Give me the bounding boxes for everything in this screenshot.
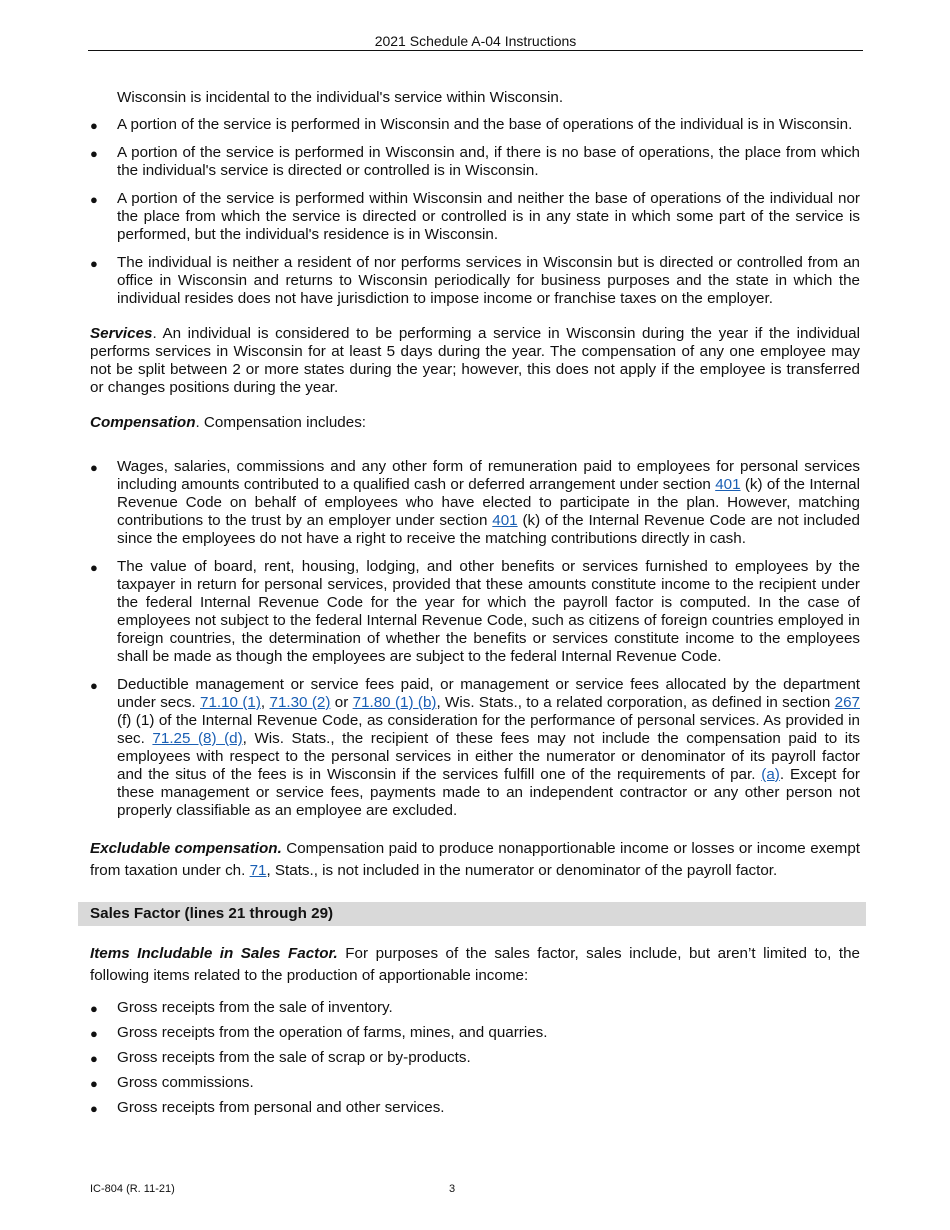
- list-item: [90, 116, 860, 134]
- list-item: [90, 558, 860, 666]
- bullet-icon: ●: [90, 118, 98, 133]
- list-item: [90, 1049, 860, 1067]
- excludable-paragraph: [90, 838, 860, 882]
- text-run: (f) (1) of the Internal Revenue Code, as consideration for the performance of personal services. As provided in sec.: [117, 712, 860, 747]
- services-text: . An individual is considered to be performing a service in Wisconsin during the year if the individual performs services in Wisconsin for at least 5 days during the year. The compensation of any one employee may not be split between 2 or more states during the year; however, this does not apply if the employee is transferred or changes positions during the year.: [90, 325, 860, 396]
- sales-items-list: [90, 999, 860, 1117]
- section-title: Sales Factor (lines 21 through 29): [90, 905, 334, 922]
- situs-conditions-list: [90, 116, 860, 308]
- list-item-text: Gross commissions.: [117, 1074, 254, 1091]
- text-run: . Except for these management or service fees, payments made to an independent contractor or any other person not properly classifiable as an employee are excluded.: [117, 766, 860, 819]
- header-title: 2021 Schedule A-04 Instructions: [374, 33, 577, 49]
- list-item-text: A portion of the service is performed in Wisconsin and the base of operations of the individual is in Wisconsin.: [117, 116, 853, 133]
- text-run: , Stats., is not included in the numerator or denominator of the payroll factor.: [266, 862, 778, 879]
- text-run: , Wis. Stats., the recipient of these fees may not include the compensation paid to its employees with respect to the personal services in either the numerator or denominator of its payroll factor and the situs of the fees is in Wisconsin if the services fulfill one of the requirements of par.: [117, 730, 860, 783]
- list-item-text: Gross receipts from the sale of scrap or by-products.: [117, 1049, 471, 1066]
- list-item-text: Gross receipts from the operation of farms, mines, and quarries.: [117, 1024, 548, 1041]
- bullet-icon: ●: [90, 146, 98, 161]
- list-item: [90, 999, 860, 1017]
- document-body: [90, 89, 860, 1117]
- compensation-heading: Compensation: [90, 414, 196, 431]
- bullet-icon: ●: [90, 1076, 98, 1091]
- services-paragraph: [90, 325, 860, 397]
- section-267-link[interactable]: 267: [834, 694, 860, 711]
- list-item-text: Gross receipts from personal and other services.: [117, 1099, 445, 1116]
- bullet-icon: ●: [90, 1001, 98, 1016]
- statute-link-71-30[interactable]: 71.30 (2): [269, 694, 331, 711]
- list-item-text: A portion of the service is performed in Wisconsin and, if there is no base of operations, the place from which the individual's service is directed or controlled is in Wisconsin.: [117, 144, 860, 179]
- bullet-icon: ●: [90, 560, 98, 575]
- bullet-icon: ●: [90, 192, 98, 207]
- bullet-icon: ●: [90, 256, 98, 271]
- list-item: [90, 1099, 860, 1117]
- bullet-icon: ●: [90, 678, 98, 693]
- statute-link-71-80[interactable]: 71.80 (1) (b): [352, 694, 437, 711]
- text-run: , Wis. Stats., to a related corporation, as defined in section: [436, 694, 835, 711]
- list-item: [90, 458, 860, 548]
- text-run: (k) of the Internal Revenue Code are not included since the employees do not have a right to receive the matching contributions directly in cash.: [117, 512, 860, 547]
- bullet-icon: ●: [90, 460, 98, 475]
- statute-link-71-10[interactable]: 71.10 (1): [200, 694, 261, 711]
- list-item: [90, 676, 860, 820]
- bullet-icon: ●: [90, 1026, 98, 1041]
- text-run: Wages, salaries, commissions and any other form of remuneration paid to employees for personal services including amounts contributed to a qualified cash or deferred arrangement under section: [117, 458, 860, 493]
- text-run: (k) of the Internal Revenue Code on behalf of employees who have elected to participate in the plan. However, matching contributions to the trust by an employer under section: [117, 476, 860, 529]
- list-item-text: [117, 676, 860, 819]
- list-item-text: The value of board, rent, housing, lodging, and other benefits or services furnished to employees by the taxpayer in return for personal services, provided that these amounts constitute income to the recipient under the federal Internal Revenue Code for the year for which the payroll factor is computed. In the case of employees not subject to the federal Internal Revenue Code, such as citizens of foreign countries employed in foreign countries, the determination of whether the benefits or services constitute income to the employees shall be made as though the employees are subject to the federal Internal Revenue Code.: [117, 558, 860, 665]
- list-item: [90, 1024, 860, 1042]
- text-run: Deductible management or service fees paid, or management or service fees allocated by the department under secs.: [117, 676, 860, 711]
- sales-factor-section-heading: [78, 902, 866, 926]
- items-includable-paragraph: [90, 943, 860, 987]
- chapter-71-link[interactable]: 71: [249, 862, 267, 879]
- list-item: [90, 1074, 860, 1092]
- list-item: [90, 144, 860, 180]
- list-item: [90, 190, 860, 244]
- text-run: Compensation paid to produce nonapportionable income or losses or income exempt from taxation under ch.: [90, 840, 860, 879]
- compensation-text: . Compensation includes:: [195, 414, 367, 431]
- footer-form-id: IC-804 (R. 11-21): [90, 1183, 175, 1195]
- excludable-heading: Excludable compensation.: [90, 840, 282, 857]
- par-a-link[interactable]: (a): [761, 766, 780, 783]
- statute-link-71-25[interactable]: 71.25 (8) (d): [152, 730, 243, 747]
- section-401-link[interactable]: 401: [492, 512, 518, 529]
- compensation-paragraph: [90, 414, 860, 432]
- text-run: ,: [260, 694, 270, 711]
- list-item-text: The individual is neither a resident of nor performs services in Wisconsin but is directed or controlled from an office in Wisconsin and returns to Wisconsin periodically for business purposes and the state in which the individual resides does not have jurisdiction to impose income or franchise taxes on the employer.: [117, 254, 860, 307]
- text-run: or: [330, 694, 353, 711]
- continuation-paragraph: Wisconsin is incidental to the individual's service within Wisconsin.: [117, 89, 564, 106]
- list-item-text: [117, 458, 860, 547]
- section-401-link[interactable]: 401: [715, 476, 741, 493]
- bullet-icon: ●: [90, 1051, 98, 1066]
- list-item-text: Gross receipts from the sale of inventory.: [117, 999, 393, 1016]
- bullet-icon: ●: [90, 1101, 98, 1116]
- compensation-list: [90, 458, 860, 820]
- page-header: [88, 33, 863, 51]
- items-heading: Items Includable in Sales Factor.: [90, 945, 338, 962]
- services-heading: Services: [90, 325, 153, 342]
- list-item-text: A portion of the service is performed within Wisconsin and neither the base of operations of the individual nor the place from which the service is directed or controlled is in any state in which some part of the service is performed, but the individual's residence is in Wisconsin.: [117, 190, 860, 243]
- page-number: 3: [449, 1183, 456, 1195]
- list-item: [90, 254, 860, 308]
- items-text: For purposes of the sales factor, sales include, but aren’t limited to, the following items related to the production of apportionable income:: [90, 945, 860, 984]
